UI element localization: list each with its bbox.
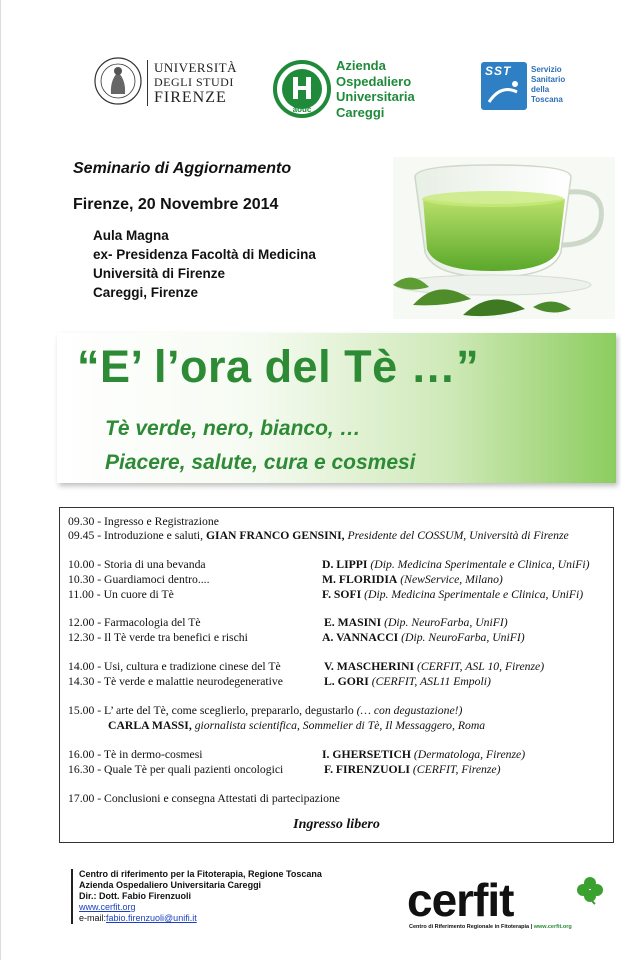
program-row <box>108 719 485 733</box>
aouc-mark-icon <box>273 60 331 118</box>
program-note: (… con degustazione!) <box>356 704 463 717</box>
program-time: 09.45 - Introduzione e saluti, <box>68 529 204 542</box>
title-banner <box>57 333 616 483</box>
program-time: 16.30 - Quale Tè per quali pazienti oncologici <box>68 763 284 776</box>
speaker-role: (CERFIT, ASL11 Empoli) <box>371 675 491 688</box>
cerfit-wordmark: cerfit <box>407 874 514 926</box>
university-seal-icon <box>93 56 143 106</box>
banner-subtitle: Piacere, salute, cura e cosmesi <box>105 451 416 474</box>
program-row <box>68 573 210 587</box>
venue-line: Aula Magna <box>93 228 169 243</box>
venue-line: Università di Firenze <box>93 266 226 281</box>
event-date: Firenze, 20 Novembre 2014 <box>73 196 279 213</box>
sst-mark-label: SST <box>485 64 512 78</box>
speaker-role: (Dermatologa, Firenze) <box>413 748 526 761</box>
program-row <box>68 748 203 762</box>
entry-note: Ingresso libero <box>293 817 380 832</box>
aouc-logo <box>273 58 413 120</box>
program-time: 10.30 - Guardiamoci dentro.... <box>68 573 210 586</box>
program-time: 15.00 - L’ arte del Tè, come sceglierlo, prepararlo, degustarlo <box>68 704 354 717</box>
unifi-line3: FIRENZE <box>154 89 227 106</box>
logo-divider <box>147 60 148 106</box>
program-row <box>68 675 283 689</box>
speaker-name: E. MASINI <box>324 616 382 629</box>
unifi-line1: UNIVERSITÀ <box>154 60 237 75</box>
speaker-name: I. GHERSETICH <box>322 748 411 761</box>
footer-line: Dir.: Dott. Fabio Firenzuoli <box>79 891 191 901</box>
program-row <box>68 792 340 806</box>
program-time: 14.00 - Usi, cultura e tradizione cinese del Tè <box>68 660 281 673</box>
email-label: e-mail: <box>79 913 107 923</box>
website-link[interactable]: www.cerfit.org <box>79 902 136 912</box>
cerfit-logo <box>407 874 607 937</box>
footer-line: Centro di riferimento per la Fitoterapia, Regione Toscana <box>79 869 322 879</box>
program-time: 11.00 - Un cuore di Tè <box>68 588 174 601</box>
program-speaker <box>322 558 589 572</box>
speaker-name: V. MASCHERINI <box>324 660 415 673</box>
speaker-role: (Dip. NeuroFarba, UniFI) <box>384 616 508 629</box>
clover-icon <box>575 875 605 905</box>
speaker-role: (Dip. Medicina Sperimentale e Clinica, UniFi) <box>364 588 584 601</box>
speaker-name: GIAN FRANCO GENSINI, <box>205 529 345 542</box>
cerfit-tagline-site: www.cerfit.org <box>533 924 572 930</box>
aouc-logo-text <box>336 58 415 120</box>
program-speaker <box>324 660 544 674</box>
email-link[interactable]: fabio.firenzuoli@unifi.it <box>106 913 197 923</box>
sst-mark <box>481 62 527 110</box>
sst-logo <box>481 62 581 112</box>
speaker-role: Presidente del COSSUM, Università di Firenze <box>347 529 569 542</box>
program-time: 14.30 - Tè verde e malattie neurodegenerative <box>68 675 283 688</box>
program-speaker <box>324 616 508 630</box>
sst-logo-text <box>531 65 581 105</box>
banner-title: “E’ l’ora del Tè …” <box>77 341 480 392</box>
unifi-line2: DEGLI STUDI <box>154 75 234 89</box>
tea-cup-image <box>393 157 615 319</box>
speaker-role: (CERFIT, ASL 10, Firenze) <box>416 660 545 673</box>
program-time: 17.00 - Conclusioni e consegna Attestati di partecipazione <box>68 792 340 805</box>
unifi-logo-text <box>154 60 237 105</box>
speaker-name: M. FLORIDIA <box>322 573 398 586</box>
speaker-role: (Dip. NeuroFarba, UniFI) <box>401 631 525 644</box>
cerfit-tagline-text: Centro di Riferimento Regionale in Fitoterapia | <box>409 924 533 930</box>
program-time: 12.00 - Farmacologia del Tè <box>68 616 201 629</box>
program-box <box>59 507 614 843</box>
speaker-name: CARLA MASSI, <box>108 719 192 732</box>
speaker-role: (Dip. Medicina Sperimentale e Clinica, UniFi) <box>370 558 590 571</box>
program-speaker <box>322 748 525 762</box>
program-time: 10.00 - Storia di una bevanda <box>68 558 206 571</box>
program-row <box>68 558 206 572</box>
cerfit-tagline <box>409 924 572 930</box>
program-speaker <box>324 675 491 689</box>
speaker-role: giornalista scientifica, Sommelier di Tè, Il Messaggero, Roma <box>194 719 486 732</box>
program-row <box>68 529 569 543</box>
speaker-name: A. VANNACCI <box>322 631 399 644</box>
sst-line1: Servizio <box>531 65 562 74</box>
speaker-name: D. LIPPI <box>322 558 368 571</box>
program-row <box>68 588 174 602</box>
footer-contact <box>71 869 322 924</box>
aouc-line3: Universitaria <box>336 89 415 104</box>
aouc-line2: Ospedaliero <box>336 73 412 89</box>
speaker-name: F. FIRENZUOLI <box>324 763 410 776</box>
program-time: 12.30 - Il Tè verde tra benefici e rischi <box>68 631 248 644</box>
sst-line2: Sanitario <box>531 75 566 84</box>
program-speaker <box>322 588 583 602</box>
program-row <box>68 515 219 529</box>
figure-icon <box>481 62 527 110</box>
program-speaker <box>322 573 503 587</box>
program-time: 16.00 - Tè in dermo-cosmesi <box>68 748 203 761</box>
banner-subtitle: Tè verde, nero, bianco, … <box>105 417 361 440</box>
venue-line: Careggi, Firenze <box>93 285 199 300</box>
aouc-line1: Azienda <box>336 58 386 73</box>
speaker-role: (CERFIT, Firenze) <box>412 763 501 776</box>
speaker-role: (NewService, Milano) <box>400 573 503 586</box>
program-row <box>68 616 201 630</box>
aouc-mark-label: aouc <box>292 105 312 114</box>
seminar-title: Seminario di Aggiornamento <box>73 160 292 177</box>
aouc-line4: Careggi <box>336 104 385 120</box>
unifi-logo <box>93 56 237 114</box>
program-speaker <box>324 763 501 777</box>
sst-line4: Toscana <box>531 95 563 104</box>
program-row <box>68 660 281 674</box>
venue-block <box>93 226 316 302</box>
speaker-name: F. SOFI <box>322 588 362 601</box>
venue-line: ex- Presidenza Facoltà di Medicina <box>93 247 316 262</box>
program-row <box>68 704 462 718</box>
speaker-name: L. GORI <box>324 675 369 688</box>
footer-line: Azienda Ospedaliero Universitaria Careggi <box>79 880 262 890</box>
program-speaker <box>322 631 525 645</box>
program-row <box>68 631 248 645</box>
sst-line3: della <box>531 85 550 94</box>
program-time: 09.30 - Ingresso e Registrazione <box>68 515 219 528</box>
program-row <box>68 763 283 777</box>
